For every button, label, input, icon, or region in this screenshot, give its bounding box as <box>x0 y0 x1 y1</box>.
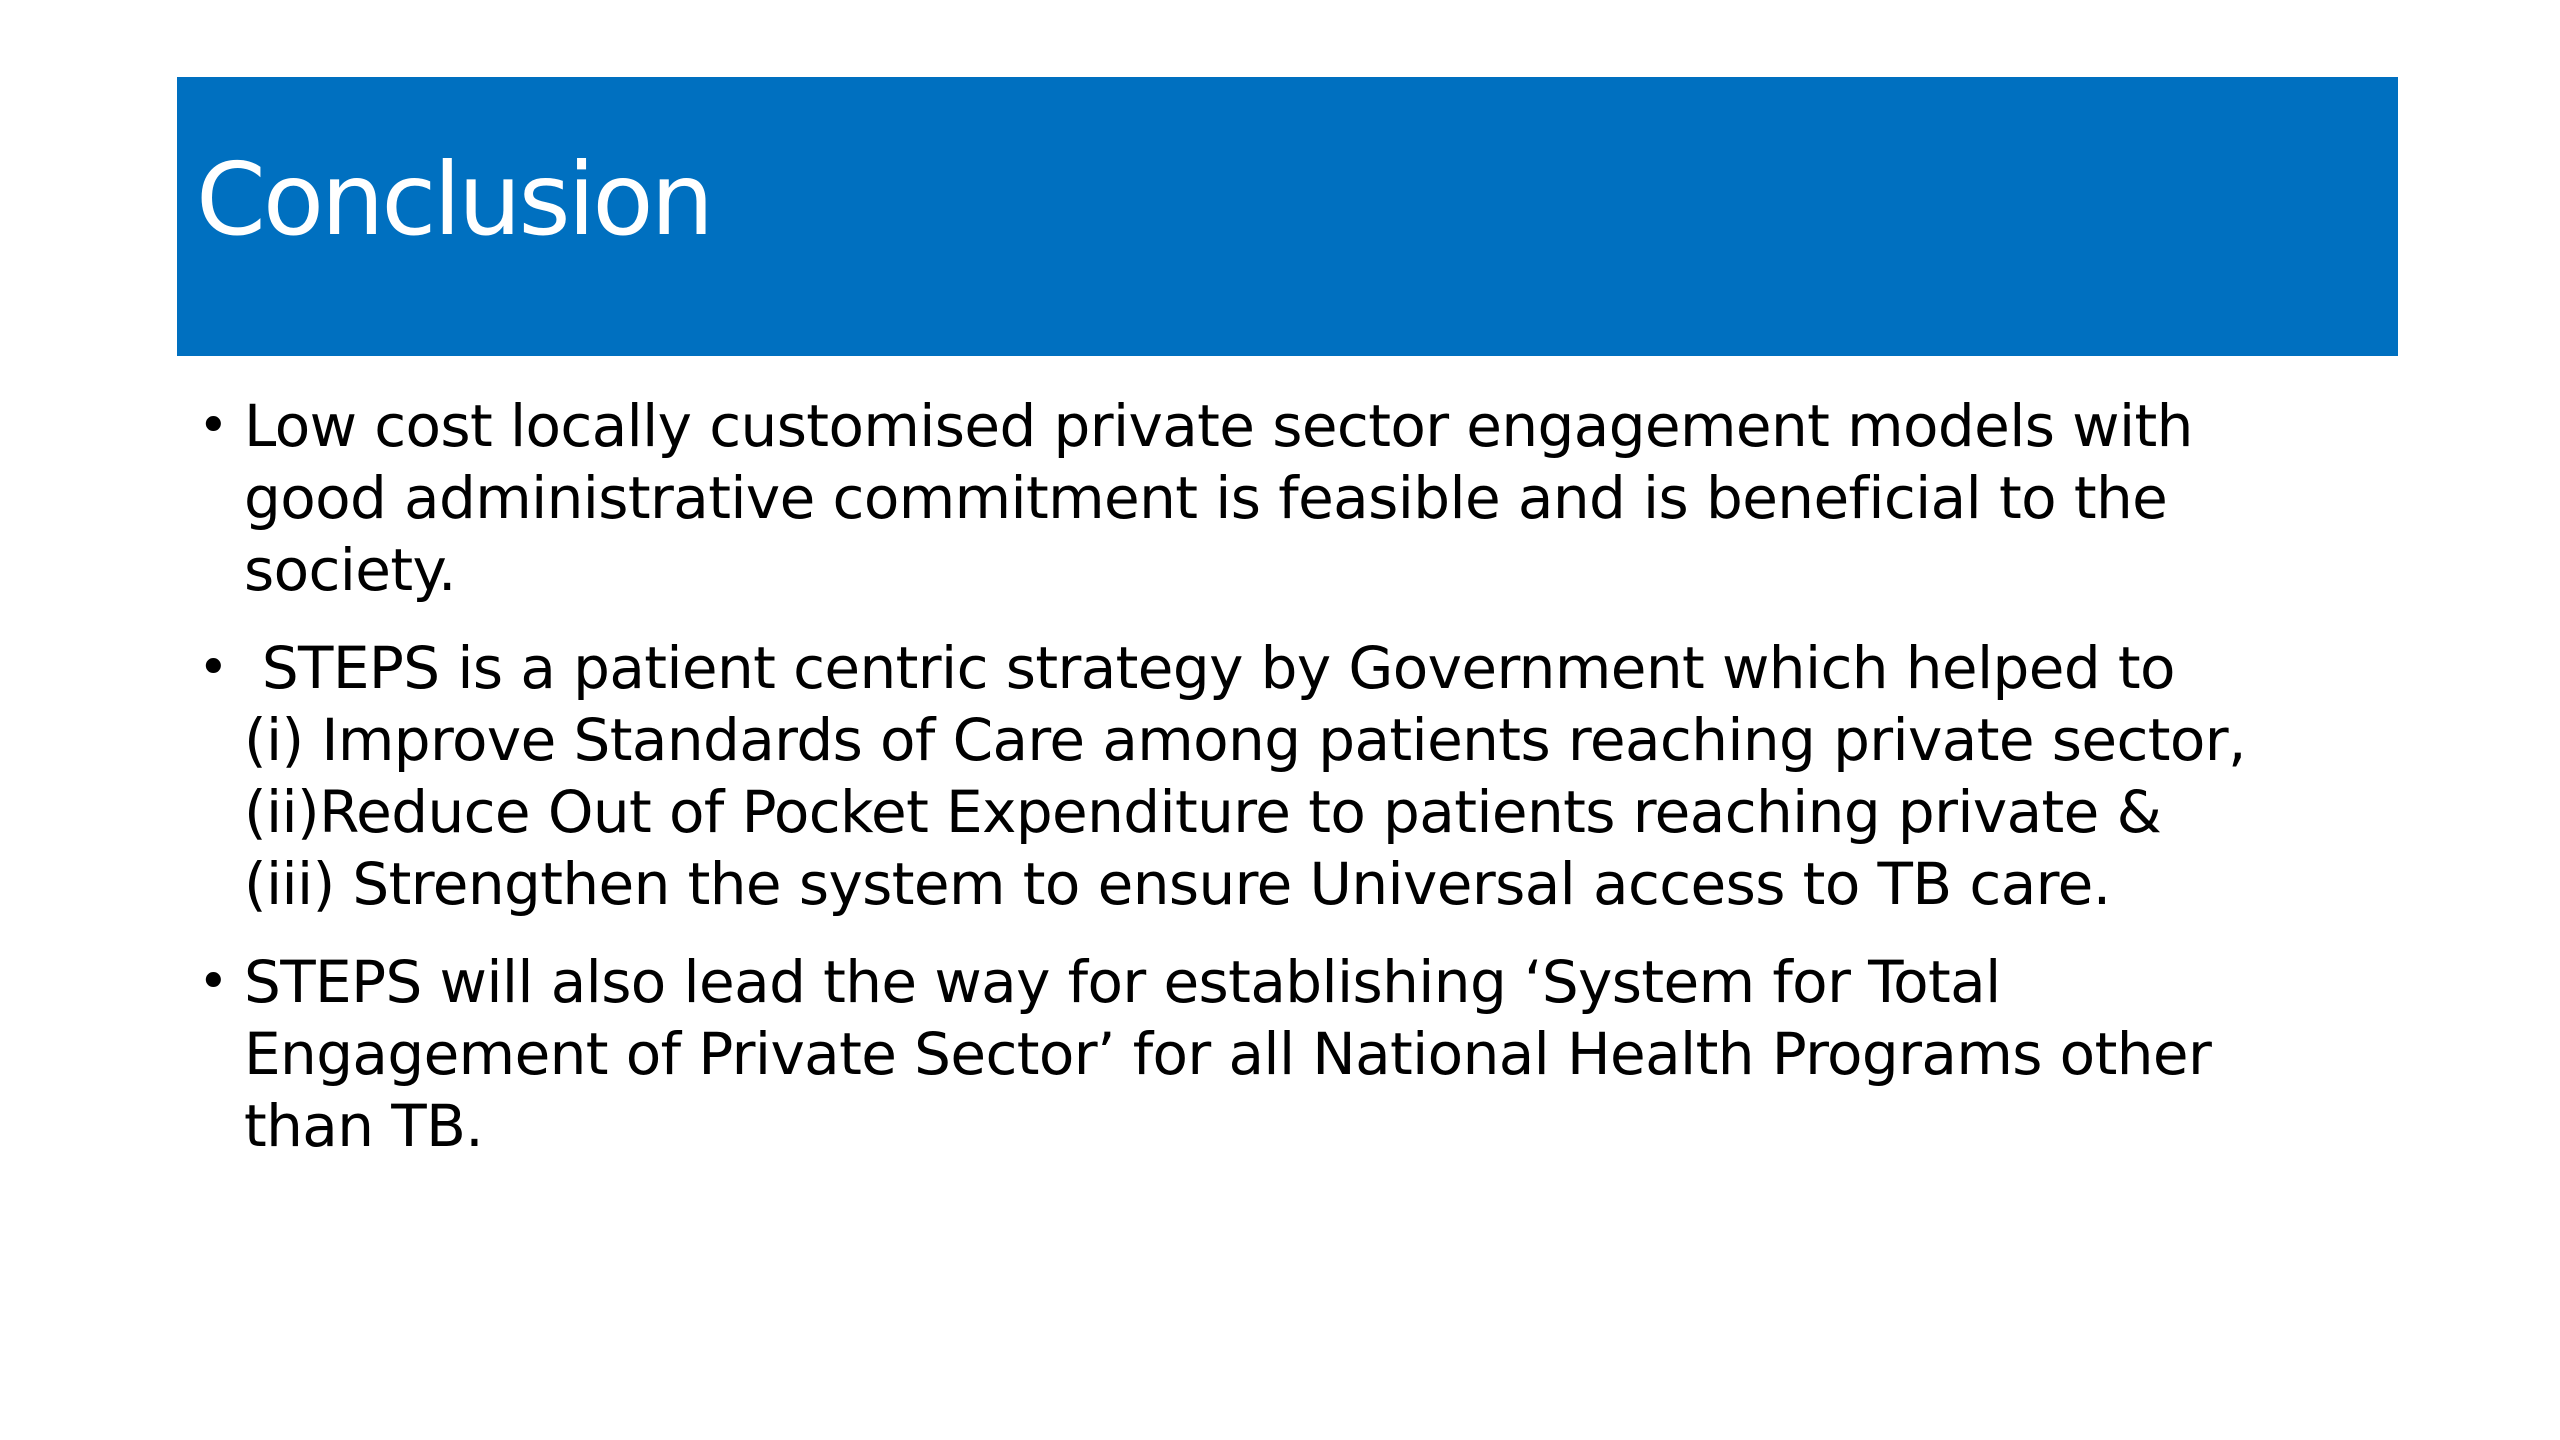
bullet-text-line: (iii) Strengthen the system to ensure Universal access to TB care. <box>244 850 2111 918</box>
bullet-text-line: (ii)Reduce Out of Pocket Expenditure to patients reaching private & <box>244 778 2162 846</box>
bullet-text-line: STEPS is a patient centric strategy by Government which helped to <box>244 634 2175 702</box>
bullet-item <box>190 632 2420 920</box>
bullet-dot-icon: • <box>198 952 229 1012</box>
bullet-text-line: (i) Improve Standards of Care among patients reaching private sector, <box>244 706 2246 774</box>
bullet-text-line: Engagement of Private Sector’ for all National Health Programs other <box>244 1020 2212 1088</box>
bullet-item <box>190 390 2420 606</box>
bullet-text-line: than TB. <box>244 1092 484 1160</box>
bullet-text-line: good administrative commitment is feasible and is beneficial to the <box>244 464 2168 532</box>
bullet-list <box>190 390 2420 1188</box>
bullet-dot-icon: • <box>198 638 229 698</box>
bullet-item <box>190 946 2420 1162</box>
bullet-text-line: society. <box>244 536 456 604</box>
bullet-dot-icon: • <box>198 396 229 456</box>
bullet-text-line: STEPS will also lead the way for establishing ‘System for Total <box>244 948 2001 1016</box>
slide-title: Conclusion <box>196 141 711 258</box>
bullet-text-line: Low cost locally customised private sector engagement models with <box>244 392 2193 460</box>
